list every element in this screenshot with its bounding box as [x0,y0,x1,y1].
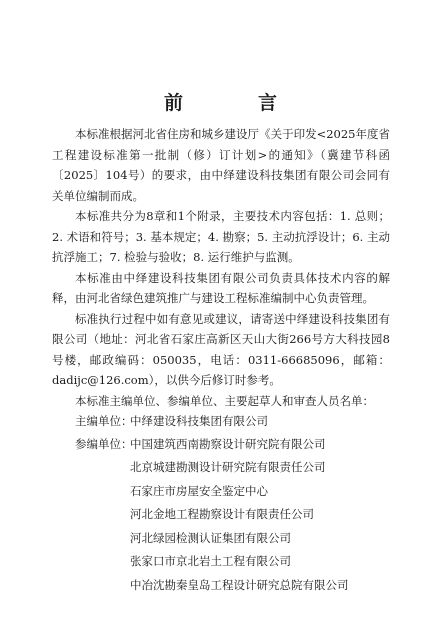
participant-unit: 中冶沈勘秦皇岛工程设计研究总院有限公司 [130,577,349,592]
paragraph-units-intro: 本标准主编单位、参编单位、主要起草人和审查人员名单： [75,393,374,408]
page-title: 前 言 [163,92,305,114]
preface-body [52,124,390,598]
chief-editor-unit: 中绎建设科技集团有限公司 [130,414,268,428]
paragraph-contents: 本标准共分为8章和1个附录，主要技术内容包括：1. 总则；2. 术语和符号；3. 基本规定；4. 勘察；5. 主动抗浮设计；6. 主动抗浮施工；7. 检验与验收；8. 运行维护与监测。 [52,209,390,264]
participants-label: 参编单位： [75,436,133,451]
participant-unit: 河北绿园检测认证集团有限公司 [130,530,291,545]
participant-unit: 张家口市京北岩土工程有限公司 [130,554,291,568]
paragraph-feedback: 标准执行过程中如有意见或建议，请寄送中绎建设科技集团有限公司（地址：河北省石家庄高新区天山大街266号方大科技园8号楼，邮政编码：050035，电话：0311-66685096，邮箱：dadijc@126.com），以供今后修订时参考。 [52,311,390,387]
chief-editor-label: 主编单位： [75,414,133,428]
participant-unit: 石家庄市房屋安全鉴定中心 [130,483,268,498]
participant-unit: 北京城建勘测设计研究院有限责任公司 [130,460,326,474]
participants-row [52,434,390,599]
participant-unit: 河北金地工程勘察设计有限责任公司 [130,507,314,521]
chief-editor-row [52,411,390,432]
chief-editor-units [130,411,390,432]
participant-units [130,434,390,599]
participant-unit: 中国建筑西南勘察设计研究院有限公司 [130,436,326,451]
paragraph-interpretation: 本标准由中绎建设科技集团有限公司负责具体技术内容的解释，由河北省绿色建筑推广与建设工程标准编制中心负责管理。 [52,270,390,305]
paragraph-basis: 本标准根据河北省住房和城乡建设厅《关于印发<2025年度省工程建设标准第一批制（修）订计划>的通知》（冀建节科函〔2025〕104号）的要求，由中绎建设科技集团有限公司会同有关单位编制而成。 [52,127,390,203]
